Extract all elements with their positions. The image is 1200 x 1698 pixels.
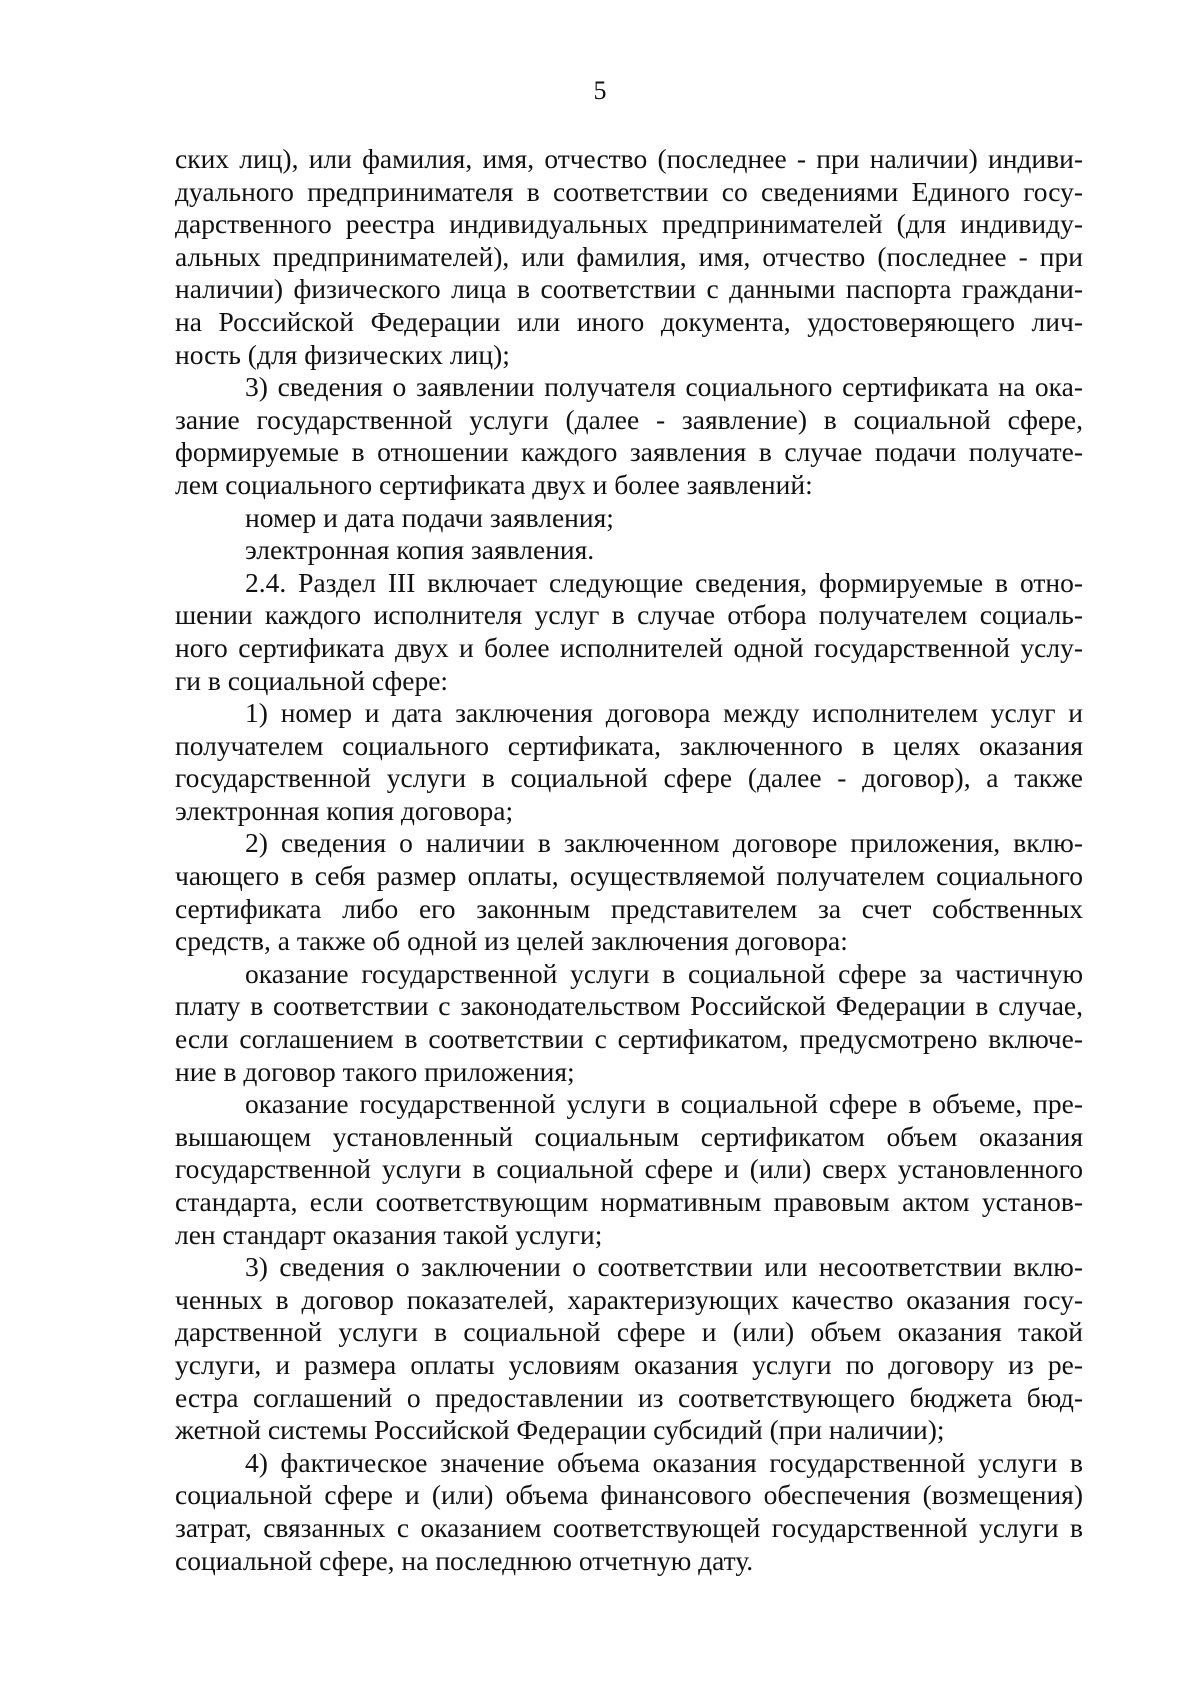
text-line: услуги, и размера оплаты условиям оказания услуги по договору из ре- [175,1348,1083,1380]
text-line: лем социального сертификата двух и более заявлений: [175,468,813,500]
text-line: формируемые в отношении каждого заявления в случае подачи получате- [175,436,1083,468]
text-line: затрат, связанных с оказанием соответствующей государственной услуги в [175,1511,1083,1543]
text-line: электронная копия заявления. [245,534,595,566]
text-line: дарственной услуги в социальной сфере и (или) объем оказания такой [175,1316,1083,1348]
text-line: естра соглашений о предоставлении из соответствующего бюджета бюд- [175,1381,1083,1413]
text-line: сертификата либо его законным представителем за счет собственных [175,892,1083,924]
text-line: чающего в себя размер оплаты, осуществляемой получателем социального [175,860,1083,892]
text-line: оказание государственной услуги в социальной сфере в объеме, пре- [245,1088,1083,1120]
document-body [175,143,1083,1577]
text-line: шении каждого исполнителя услуг в случае отбора получателем социаль- [175,599,1083,631]
text-line: ги в социальной сфере: [175,664,449,696]
text-line: зание государственной услуги (далее - заявление) в социальной сфере, [175,403,1083,435]
text-line: дарственного реестра индивидуальных предпринимателей (для индивиду- [175,208,1083,240]
text-line: социальной сфере и (или) объема финансового обеспечения (возмещения) [175,1479,1083,1511]
text-line: оказание государственной услуги в социальной сфере за частичную [245,957,1083,989]
text-line: вышающем установленный социальным сертификатом объем оказания [175,1120,1083,1152]
text-line: 3) сведения о заключении о соответствии или несоответствии вклю- [245,1251,1083,1283]
text-line: электронная копия договора; [175,794,514,826]
text-line: альных предпринимателей), или фамилия, имя, отчество (последнее - при [175,240,1083,272]
text-line: получателем социального сертификата, заключенного в целях оказания [175,729,1083,761]
text-line: ченных в договор показателей, характеризующих качество оказания госу- [175,1283,1083,1315]
text-line: номер и дата подачи заявления; [245,501,614,533]
text-line: 4) фактическое значение объема оказания государственной услуги в [245,1446,1083,1478]
text-line: ских лиц), или фамилия, имя, отчество (последнее - при наличии) индиви- [175,143,1083,174]
text-line: стандарта, если соответствующим нормативным правовым актом установ- [175,1186,1083,1217]
text-line: 2.4. Раздел III включает следующие сведения, формируемые в отно- [245,566,1083,598]
text-line: лен стандарт оказания такой услуги; [175,1218,603,1250]
text-line: ние в договор такого приложения; [175,1055,575,1087]
text-line: государственной услуги в социальной сфере и (или) сверх установленного [175,1153,1083,1185]
text-line: жетной системы Российской Федерации субсидий (при наличии); [175,1414,945,1446]
text-line: если соглашением в соответствии с сертификатом, предусмотрено включе- [175,1023,1083,1055]
page-number: 5 [593,76,607,105]
text-line: 1) номер и дата заключения договора между исполнителем услуг и [245,697,1083,729]
text-line: плату в соответствии с законодательством Российской Федерации в случае, [175,990,1083,1022]
text-line: ность (для физических лиц); [175,338,510,370]
text-line: на Российской Федерации или иного документа, удостоверяющего лич- [175,305,1083,337]
text-line: ного сертификата двух и более исполнителей одной государственной услу- [175,631,1083,663]
text-line: 3) сведения о заявлении получателя социального сертификата на ока- [245,371,1083,403]
text-line: государственной услуги в социальной сфере (далее - договор), а также [175,762,1083,794]
text-line: дуального предпринимателя в соответствии со сведениями Единого госу- [175,175,1083,207]
text-line: средств, а также об одной из целей заключения договора: [175,925,848,957]
text-line: социальной сфере, на последнюю отчетную дату. [175,1544,754,1576]
text-line: 2) сведения о наличии в заключенном договоре приложения, вклю- [245,827,1083,859]
text-line: наличии) физического лица в соответствии с данными паспорта граждани- [175,273,1083,305]
